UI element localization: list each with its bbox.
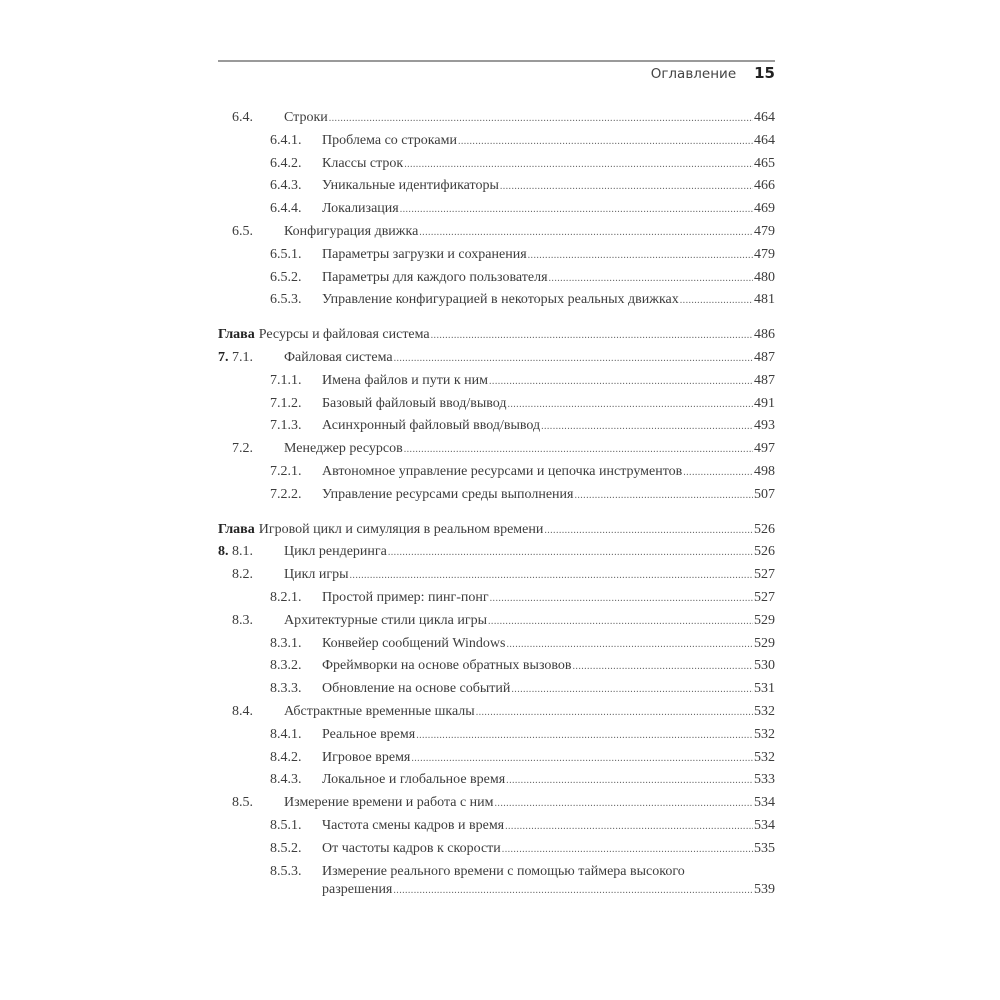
toc-entry-8-1[interactable] (218, 541, 775, 564)
entry-number: 6.4.3. (270, 178, 302, 194)
leader-dots (680, 289, 753, 313)
toc-entry-8-4-1[interactable] (218, 724, 775, 747)
entry-number: 7.2. (232, 441, 253, 457)
entry-page: 532 (754, 749, 775, 765)
leader-dots (404, 438, 753, 462)
entry-page: 532 (754, 726, 775, 742)
entry-title: Параметры для каждого пользователя (322, 269, 548, 285)
entry-title: Имена файлов и пути к ним (322, 372, 489, 388)
leader-dots (511, 678, 753, 702)
leader-dots (458, 130, 753, 154)
entry-title: Игровое время (322, 749, 411, 765)
entry-page: 491 (754, 395, 775, 411)
entry-title: Конфигурация движка (284, 223, 419, 239)
leader-dots (549, 267, 753, 291)
toc-entry-6-4-1[interactable] (218, 130, 775, 153)
entry-number: 7.1.3. (270, 418, 302, 434)
entry-page: 526 (754, 544, 775, 560)
entry-number: 7.2.1. (270, 463, 302, 479)
entry-title: Базовый файловый ввод/вывод (322, 395, 507, 411)
leader-dots (507, 633, 754, 657)
leader-dots (544, 519, 753, 543)
toc-entry-8-5-3-continued[interactable] (218, 879, 775, 902)
toc-entry-7-2[interactable] (218, 438, 775, 461)
toc-entry-6-5-2[interactable] (218, 267, 775, 290)
entry-number: 8.2. (232, 567, 253, 583)
toc-entry-8-4-3[interactable] (218, 769, 775, 792)
leader-dots (683, 461, 753, 485)
entry-number: 8.4. (232, 703, 253, 719)
header-rule (218, 60, 775, 62)
leader-dots (393, 879, 753, 903)
entry-page: 539 (754, 882, 775, 898)
page-number: 15 (754, 64, 775, 82)
entry-title: Асинхронный файловый ввод/вывод (322, 418, 541, 434)
entry-page: 481 (754, 292, 775, 308)
toc-entry-7-1-1[interactable] (218, 370, 775, 393)
entry-page: 534 (754, 817, 775, 833)
entry-number: 6.4.1. (270, 132, 302, 148)
entry-number: 8.4.2. (270, 749, 302, 765)
entry-number: 6.5.2. (270, 269, 302, 285)
toc-entry-6-4-3[interactable] (218, 175, 775, 198)
entry-title: Простой пример: пинг-понг (322, 589, 489, 605)
leader-dots (431, 324, 753, 348)
toc-entry-8-3[interactable] (218, 610, 775, 633)
entry-number: 6.4.2. (270, 155, 302, 171)
toc-entry-7-1-2[interactable] (218, 393, 775, 416)
entry-page: 479 (754, 223, 775, 239)
entry-number: 8.4.3. (270, 772, 302, 788)
entry-page: 464 (754, 132, 775, 148)
entry-page: 486 (754, 327, 775, 343)
toc-entry-6-4[interactable] (218, 107, 775, 130)
entry-number: 7.1. (232, 349, 253, 365)
entry-title: Цикл игры (284, 567, 349, 583)
entry-title: Управление конфигурацией в некоторых реальных движках (322, 292, 679, 308)
entry-title: Обновление на основе событий (322, 681, 511, 697)
entry-title: Архитектурные стили цикла игры (284, 612, 488, 628)
entry-title: Менеджер ресурсов (284, 441, 403, 457)
leader-dots (500, 175, 753, 199)
toc-entry-8-4[interactable] (218, 701, 775, 724)
entry-title: Параметры загрузки и сохранения (322, 246, 527, 262)
entry-page: 535 (754, 840, 775, 856)
entry-title: Конвейер сообщений Windows (322, 635, 506, 651)
entry-number: 6.5. (232, 223, 253, 239)
toc-entry-8-5-2[interactable] (218, 838, 775, 861)
entry-page: 493 (754, 418, 775, 434)
entry-page: 464 (754, 110, 775, 125)
entry-page: 529 (754, 612, 775, 628)
leader-dots (400, 198, 753, 222)
toc-entry-7-2-1[interactable] (218, 461, 775, 484)
entry-number: 8.5. (232, 795, 253, 811)
toc-entry-7-1[interactable] (218, 347, 775, 370)
leader-dots (505, 815, 753, 839)
page-header (651, 64, 775, 82)
entry-title: Фреймворки на основе обратных вызовов (322, 658, 572, 674)
entry-number: 7.1.1. (270, 372, 302, 388)
entry-number: 8.5.2. (270, 840, 302, 856)
leader-dots (528, 244, 753, 268)
entry-title: Реальное время (322, 726, 416, 742)
leader-dots (404, 153, 753, 177)
entry-page: 530 (754, 658, 775, 674)
entry-title: Файловая система (284, 349, 393, 365)
entry-number: 8.3.3. (270, 681, 302, 697)
toc-entry-7-2-2[interactable] (218, 484, 775, 507)
leader-dots (411, 747, 753, 771)
leader-dots (495, 792, 753, 816)
toc-entry-8-5-1[interactable] (218, 815, 775, 838)
toc-entry-8-2[interactable] (218, 564, 775, 587)
entry-page: 497 (754, 441, 775, 457)
entry-title: Локальное и глобальное время (322, 772, 506, 788)
entry-title-line1: Измерение реального времени с помощью таймера высокого (322, 863, 685, 879)
leader-dots (488, 610, 753, 634)
leader-dots (416, 724, 753, 748)
entry-number: 7.1.2. (270, 395, 302, 411)
entry-page: 480 (754, 269, 775, 285)
entry-number: 7.2.2. (270, 486, 302, 502)
leader-dots (490, 587, 753, 611)
entry-number: 6.5.3. (270, 292, 302, 308)
entry-page: 534 (754, 795, 775, 811)
leader-dots (573, 655, 753, 679)
entry-title: Частота смены кадров и время (322, 817, 505, 833)
entry-page: 479 (754, 246, 775, 262)
entry-number: 8.5.3. (270, 863, 302, 879)
entry-title: Строки (284, 110, 328, 125)
entry-title: Уникальные идентификаторы (322, 178, 499, 194)
toc-entry-8-5[interactable] (218, 792, 775, 815)
toc-entry-6-5-1[interactable] (218, 244, 775, 267)
entry-number: 6.5.1. (270, 246, 302, 262)
entry-title: От частоты кадров к скорости (322, 840, 501, 856)
entry-page: 531 (754, 681, 775, 697)
entry-title: Автономное управление ресурсами и цепочка инструментов (322, 463, 683, 479)
leader-dots (574, 484, 753, 508)
entry-page: 527 (754, 567, 775, 583)
entry-title: Абстрактные временные шкалы (284, 703, 475, 719)
entry-number: 8.1. (232, 544, 253, 560)
chapter-title: Ресурсы и файловая система (258, 327, 430, 343)
entry-page: 526 (754, 521, 775, 537)
entry-title: Проблема со строками (322, 132, 457, 148)
leader-dots (502, 838, 753, 862)
running-title: Оглавление (650, 66, 737, 82)
leader-dots (388, 541, 753, 565)
entry-page: 529 (754, 635, 775, 651)
toc-entry-6-5-3[interactable] (218, 289, 775, 312)
entry-title-line2: разрешения (322, 882, 393, 898)
toc-entry-8-3-1[interactable] (218, 633, 775, 656)
toc-entry-8-3-3[interactable] (218, 678, 775, 701)
entry-page: 507 (754, 486, 775, 502)
entry-title: Цикл рендеринга (284, 544, 387, 560)
table-of-contents (218, 107, 775, 902)
leader-dots (507, 393, 753, 417)
entry-page: 527 (754, 589, 775, 605)
entry-title: Измерение времени и работа с ним (284, 795, 494, 811)
entry-page: 465 (754, 155, 775, 171)
leader-dots (350, 564, 753, 588)
chapter-label: Глава 7. (218, 327, 255, 365)
leader-dots (541, 415, 753, 439)
toc-entry-6-4-2[interactable] (218, 153, 775, 176)
chapter-label: Глава 8. (218, 521, 255, 560)
toc-entry-8-2-1[interactable] (218, 587, 775, 610)
leader-dots (476, 701, 753, 725)
entry-page: 487 (754, 349, 775, 365)
toc-entry-7-1-3[interactable] (218, 415, 775, 438)
leader-dots (506, 769, 753, 793)
entry-page: 498 (754, 463, 775, 479)
entry-number: 8.4.1. (270, 726, 302, 742)
entry-page: 487 (754, 372, 775, 388)
entry-number: 8.2.1. (270, 589, 302, 605)
entry-number: 6.4. (232, 110, 253, 125)
entry-number: 8.3. (232, 612, 253, 628)
toc-entry-8-4-2[interactable] (218, 747, 775, 770)
entry-page: 532 (754, 703, 775, 719)
entry-number: 8.3.1. (270, 635, 302, 651)
entry-title: Классы строк (322, 155, 404, 171)
chapter-title: Игровой цикл и симуляция в реальном времени (258, 521, 544, 537)
entry-number: 8.5.1. (270, 817, 302, 833)
entry-page: 466 (754, 178, 775, 194)
leader-dots (329, 107, 753, 131)
toc-entry-8-3-2[interactable] (218, 655, 775, 678)
toc-entry-6-5[interactable] (218, 221, 775, 244)
leader-dots (489, 370, 753, 394)
entry-page: 469 (754, 201, 775, 217)
toc-entry-6-4-4[interactable] (218, 198, 775, 221)
entry-page: 533 (754, 772, 775, 788)
entry-title: Локализация (322, 201, 399, 217)
entry-title: Управление ресурсами среды выполнения (322, 486, 574, 502)
leader-dots (419, 221, 753, 245)
leader-dots (394, 347, 753, 371)
entry-number: 6.4.4. (270, 201, 302, 217)
entry-number: 8.3.2. (270, 658, 302, 674)
